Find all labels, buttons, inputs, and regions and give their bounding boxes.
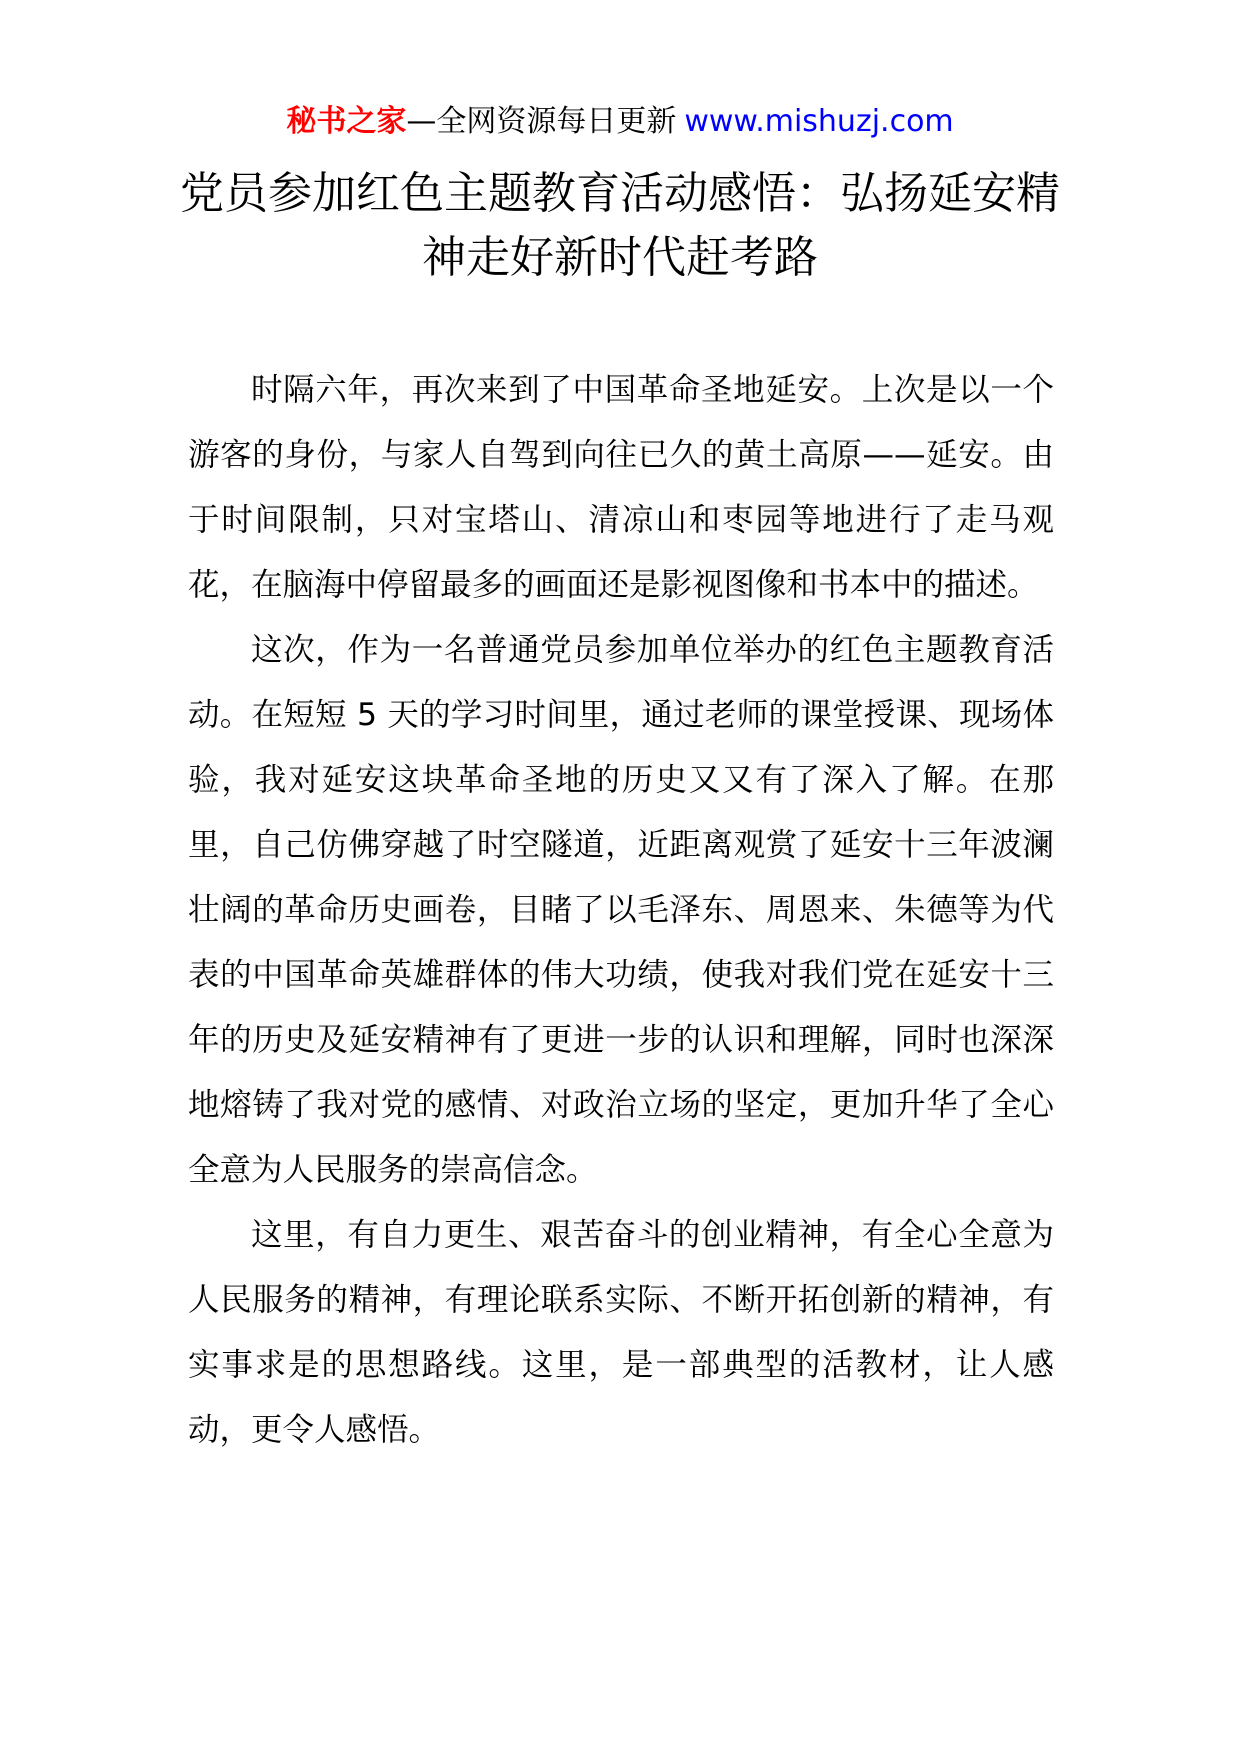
site-tagline: —全网资源每日更新 [406, 104, 677, 139]
paragraph-1: 时隔六年，再次来到了中国革命圣地延安。上次是以一个游客的身份，与家人自驾到向往已久的黄土高原——延安。由于时间限制，只对宝塔山、清凉山和枣园等地进行了走马观花，在脑海中停留最多的画面还是影视图像和书本中的描述。 [188, 372, 1054, 603]
site-brand: 秘书之家 [286, 104, 407, 139]
paragraph-3: 这里，有自力更生、艰苦奋斗的创业精神，有全心全意为人民服务的精神，有理论联系实际、不断开拓创新的精神，有实事求是的思想路线。这里，是一部典型的活教材，让人感动，更令人感悟。 [188, 1217, 1054, 1448]
document-title: 党员参加红色主题教育活动感悟：弘扬延安精神走好新时代赶考路 [180, 168, 1060, 283]
paragraph-2: 这次，作为一名普通党员参加单位举办的红色主题教育活动。在短短 5 天的学习时间里，通过老师的课堂授课、现场体验，我对延安这块革命圣地的历史又又有了深入了解。在那里，自己仿佛穿越了时空隧道，近距离观赏了延安十三年波澜壮阔的革命历史画卷，目睹了以毛泽东、周恩来、朱德等为代表的中国革命英雄群体的伟大功绩，使我对我们党在延安十三年的历史及延安精神有了更进一步的认识和理解，同时也深深地熔铸了我对党的感情、对政治立场的坚定，更加升华了全心全意为人民服务的崇高信念。 [188, 632, 1054, 1188]
site-url-link[interactable]: www.mishuzj.com [684, 104, 954, 139]
site-header [0, 102, 1240, 142]
document-body [188, 358, 1054, 1463]
